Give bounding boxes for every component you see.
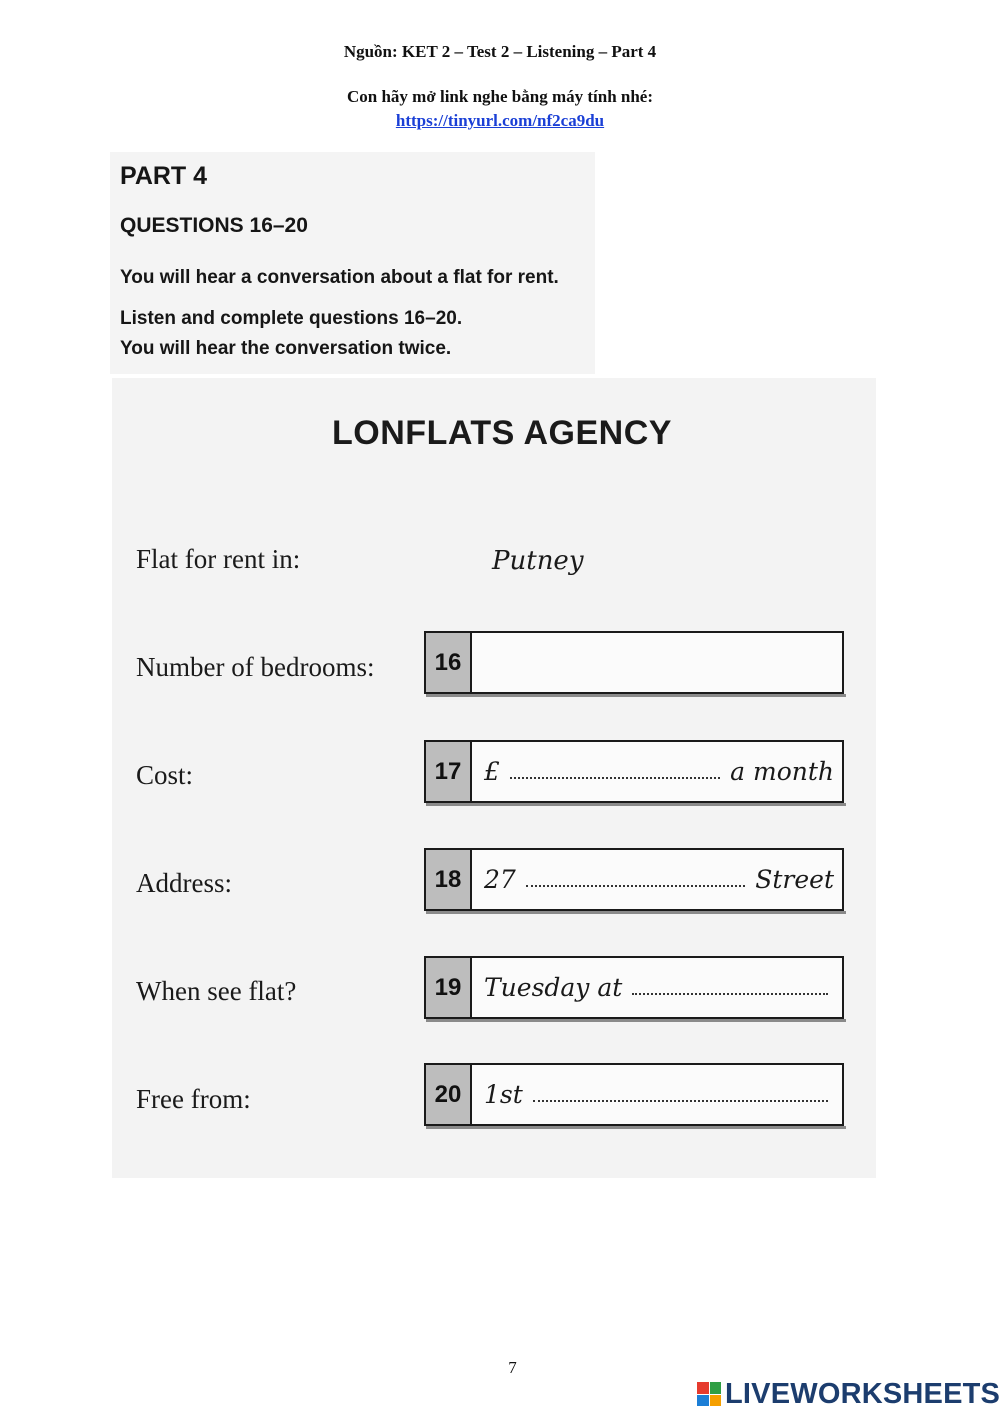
form-title: LONFLATS AGENCY (332, 414, 672, 452)
audio-link[interactable]: https://tinyurl.com/nf2ca9du (395, 111, 605, 130)
bedrooms-label: Number of bedrooms: (136, 652, 375, 682)
audio-link-wrap (0, 111, 1000, 131)
logo-square-3 (697, 1395, 709, 1407)
source-line: Nguồn: KET 2 – Test 2 – Listening – Part 4 (343, 42, 657, 61)
answer-box-16[interactable] (424, 631, 844, 694)
part-heading: PART 4 (120, 162, 208, 190)
intro-line-1: You will hear a conversation about a flat for rent. (120, 267, 559, 288)
brand-name: LIVEWORKSHEETS (725, 1377, 1000, 1410)
page-number: 7 (508, 1358, 517, 1377)
logo-square-1 (697, 1382, 709, 1394)
intro-panel (110, 152, 595, 374)
answer-blank[interactable] (533, 1100, 828, 1102)
question-number: 20 (426, 1065, 472, 1124)
intro-line-2: Listen and complete questions 16–20. (120, 308, 463, 329)
intro-line-3: You will hear the conversation twice. (120, 338, 452, 359)
answer-prefix: £ (484, 757, 500, 786)
viewing-label: When see flat? (136, 976, 297, 1006)
question-number: 17 (426, 742, 472, 801)
liveworksheets-brand[interactable] (697, 1378, 1000, 1410)
question-number: 16 (426, 633, 472, 692)
flat-location-label: Flat for rent in: (136, 544, 301, 574)
logo-square-4 (710, 1395, 722, 1407)
cost-label: Cost: (136, 760, 194, 790)
answer-blank[interactable] (526, 885, 745, 887)
questions-heading: QUESTIONS 16–20 (120, 214, 308, 237)
answer-prefix: Tuesday at (484, 973, 623, 1002)
question-number: 18 (426, 850, 472, 909)
free-from-label: Free from: (136, 1084, 251, 1114)
answer-box-20[interactable] (424, 1063, 844, 1126)
question-number: 19 (426, 958, 472, 1017)
listen-instruction: Con hãy mở link nghe bằng máy tính nhé: (346, 87, 654, 106)
answer-prefix: 27 (484, 865, 516, 894)
agency-form (112, 378, 876, 1178)
answer-suffix: Street (755, 865, 834, 894)
answer-suffix: a month (730, 757, 834, 786)
flat-location-value: Putney (492, 546, 584, 576)
answer-prefix: 1st (484, 1080, 523, 1109)
answer-box-19[interactable] (424, 956, 844, 1019)
answer-box-17[interactable] (424, 740, 844, 803)
address-label: Address: (136, 868, 232, 898)
answer-blank[interactable] (510, 777, 720, 779)
answer-blank[interactable] (632, 993, 828, 995)
answer-field[interactable] (484, 633, 834, 692)
liveworksheets-logo-icon (697, 1382, 721, 1406)
logo-square-2 (710, 1382, 722, 1394)
answer-box-18[interactable] (424, 848, 844, 911)
